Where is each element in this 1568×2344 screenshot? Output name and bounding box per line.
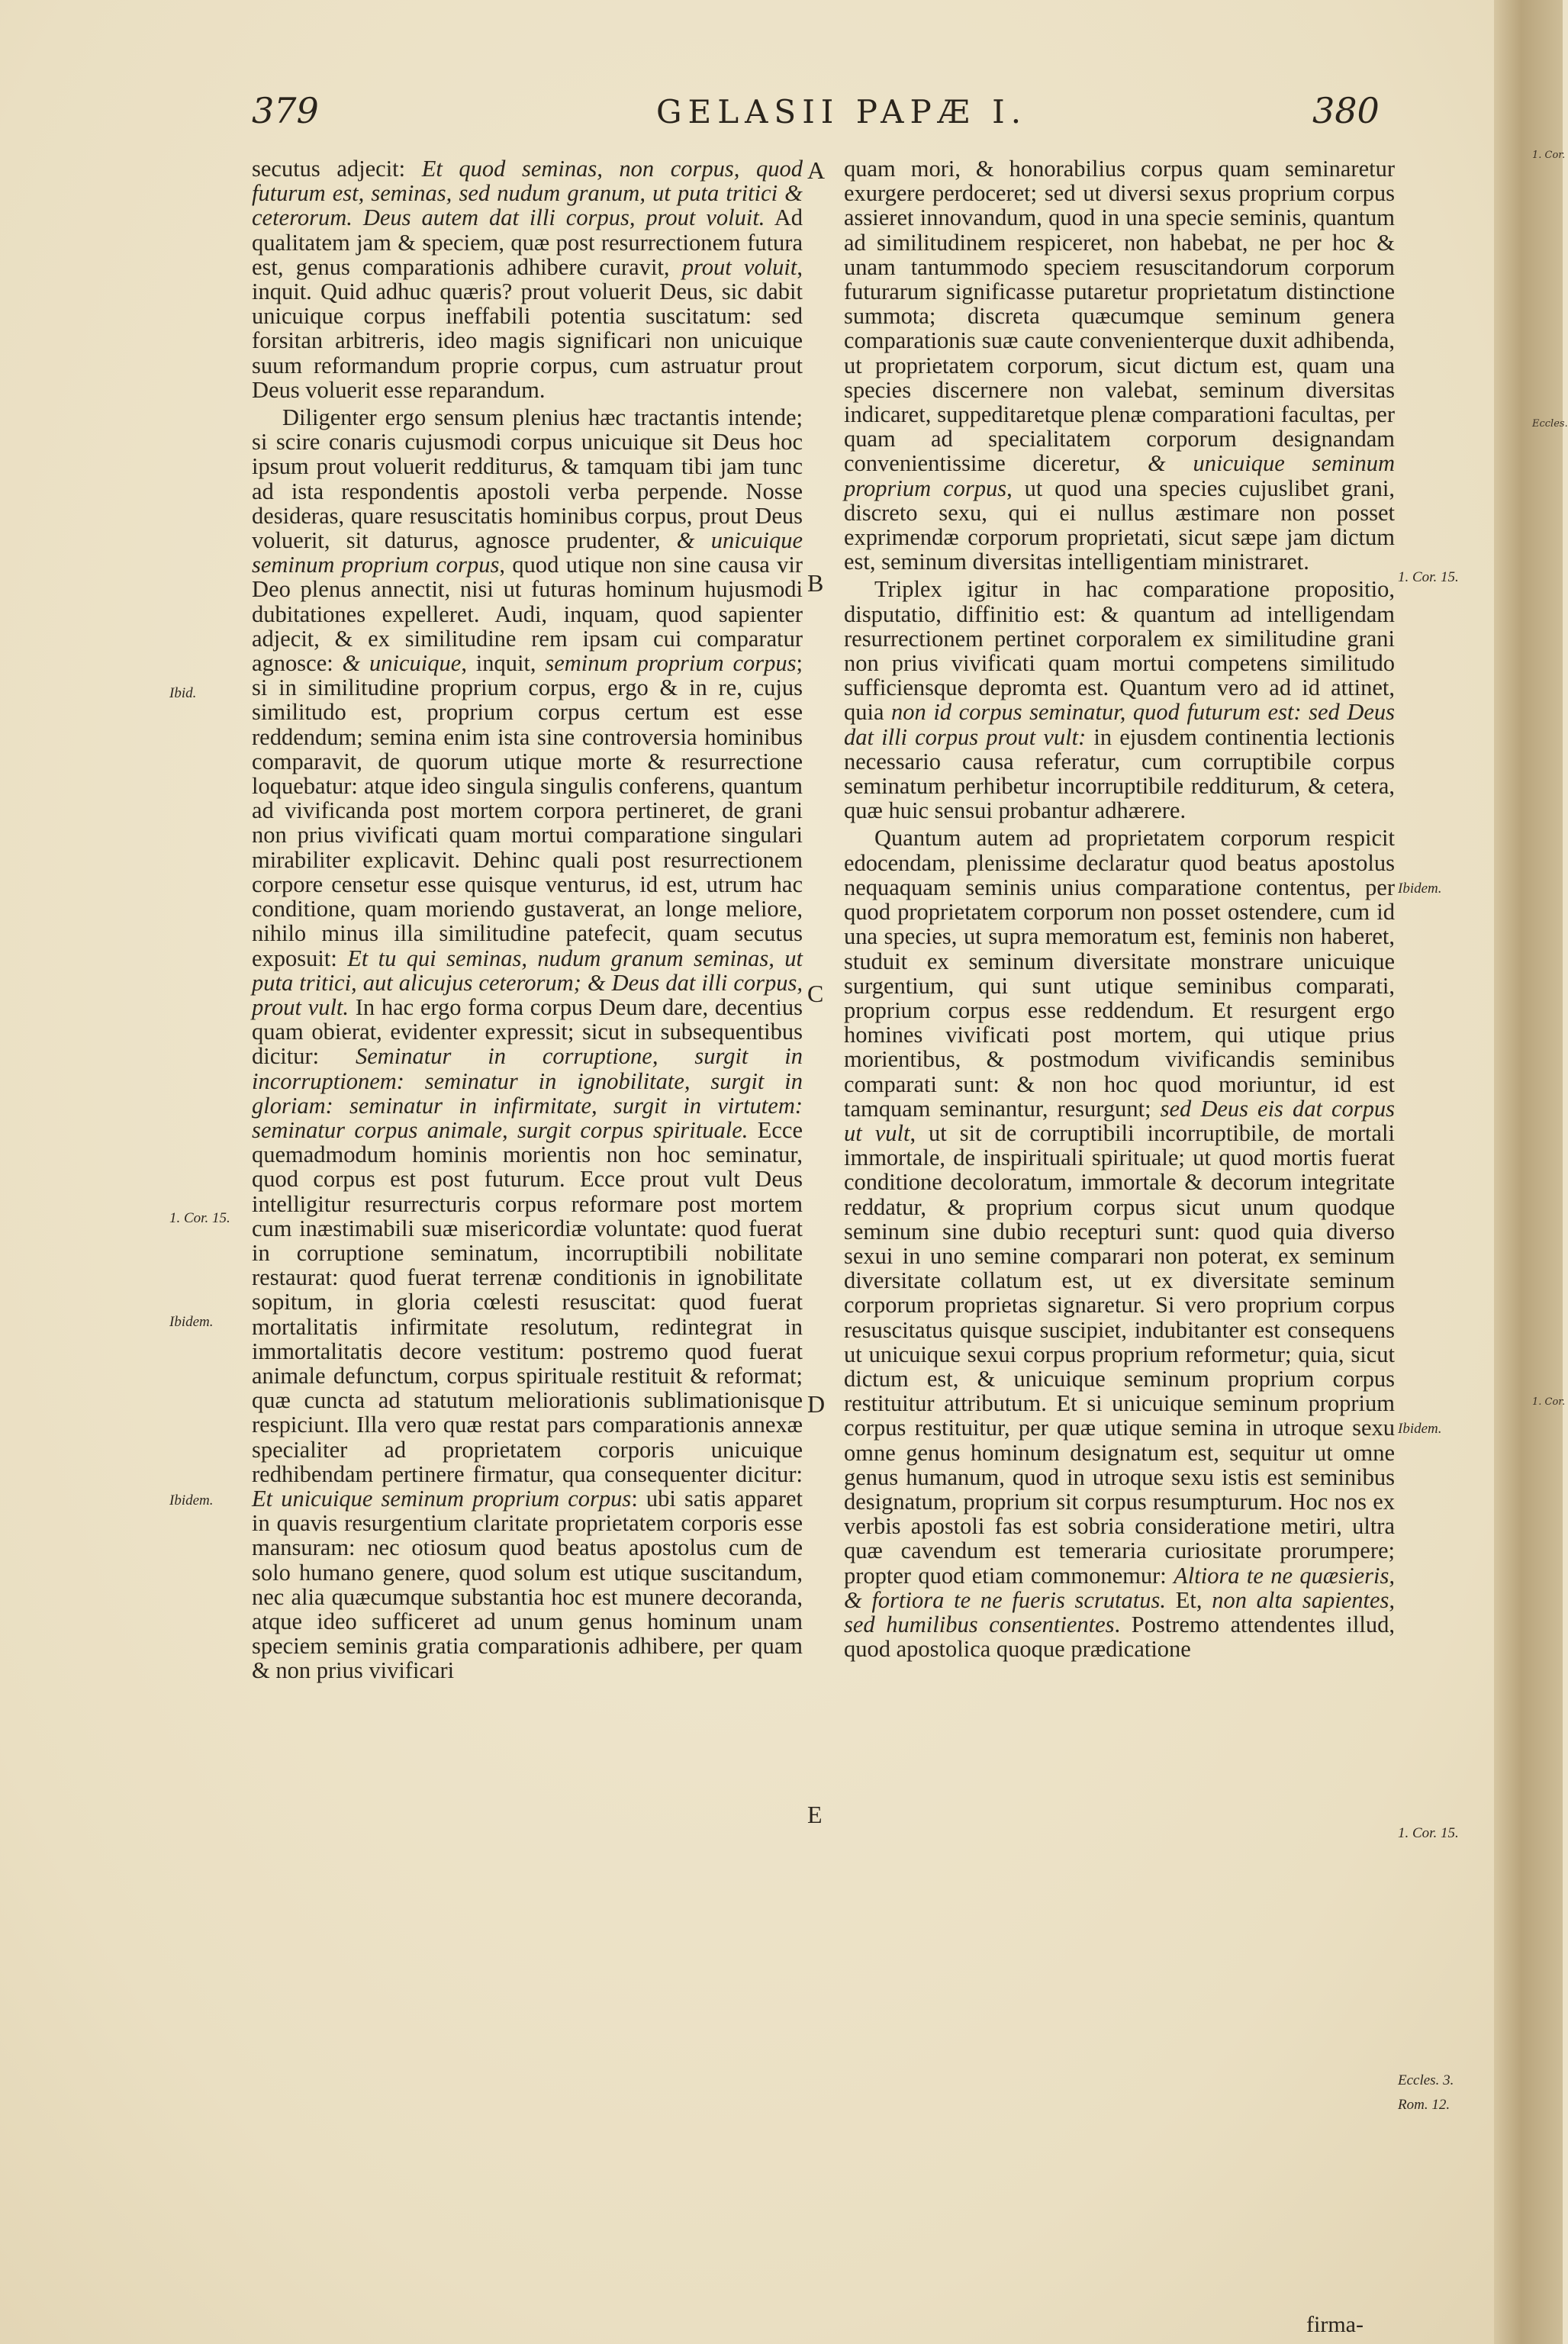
quoted-scripture: sed Deus eis dat corpus ut vult <box>844 1095 1395 1146</box>
text-run: Quantum autem ad proprietatem corporum respicit edocendam, plenissime declaratur quod beatus apostolus nequaquam seminis unius comparatione contentus, per quod proprietatem corporum non posset ostendere, cum id una species, ut supra memoratum est, feminis non haberet, studuit ex seminum diversitate monstrare unicuique surgentium, qui sunt utique seminibus comparati, proprium corpus esse reddendum. Et resurgent ergo homines vivificati post mortem, qui utique prius morientibus, & postmodum vivificandis seminibus comparati sunt: & non hoc quod moriuntur, id est tamquam seminantur, resurgunt; <box>844 825 1395 1122</box>
quoted-scripture: Seminatur in corruptione, surgit in incorruptionem: seminatur in ignobilitate, surgit in gloriam: seminatur in infirmitate, surgit in virtutem: seminatur corpus animale, surgit corpus spirituale. <box>252 1043 803 1143</box>
text-run: in ejusdem continentia lectionis necessario causa referatur, cum corruptibile corpus seminatum perhibetur incorruptibile redditurum, & cetera, quæ huic sensui probantur adhærere. <box>844 723 1395 824</box>
text-run: . Postremo attendentes illud, quod apostolica quoque prædicatione <box>844 1611 1395 1663</box>
quoted-scripture: Et unicuique seminum proprium corpus <box>252 1485 632 1512</box>
text-run: , inquit, <box>461 650 546 677</box>
right-text-column <box>844 156 1395 1664</box>
section-letter-c: C <box>807 980 824 1007</box>
text-paragraph <box>844 156 1395 574</box>
catchword: firma- <box>1306 2312 1364 2337</box>
margin-citation: Rom. 12. <box>1398 2097 1450 2113</box>
margin-citation: 1. Cor. 15. <box>1398 569 1459 585</box>
margin-citation: Eccles. 3. <box>1398 2072 1454 2088</box>
quoted-scripture: Et tu qui seminas, nudum granum seminas, ut puta tritici, aut alicujus ceterorum; & Deus dat illi corpus, prout vult. <box>252 945 803 1020</box>
text-paragraph <box>252 156 803 402</box>
left-text-column <box>252 156 803 1686</box>
spine-note: 1. Cor. <box>1532 1396 1566 1408</box>
section-letter-a: A <box>807 156 826 184</box>
quoted-scripture: & unicuique seminum proprium corpus <box>844 450 1395 501</box>
margin-citation: 1. Cor. 15. <box>1398 1825 1459 1841</box>
quoted-scripture: Altiora te ne quæsieris, & fortiora te ne fueris scrutatus. <box>844 1562 1395 1613</box>
text-run: Diligenter ergo sensum plenius hæc tractantis intende; si scire conaris cujusmodi corpus unicuique sit Deus hoc ipsum prout voluerit redditurus, & tamquam tibi jam tunc ad ista respondentis apostoli verba perpende. Nosse desideras, quare resuscitatis hominibus corpus, prout Deus voluerit, sit daturus, agnosce prudenter, <box>252 404 803 554</box>
text-run: Et, <box>1166 1586 1212 1613</box>
margin-citation: Ibidem. <box>169 1492 214 1508</box>
text-run: quam mori, & honorabilius corpus quam seminaretur exurgere perdoceret; sed ut diversi sexus proprium corpus assieret innovandum, quod in una specie seminis, quantum ad similitudinem respiceret, non habebat, ne per hoc & unam tantummodo speciem resuscitandorum corporum futurarum significasse putaretur proprietatum distinctione summota; discreta quæcumque seminum genera comparationis suæ caute convenienterque duxit adhibenda, ut proprietatem corporum, sicut dictum est, quam una species discernere non valebat, seminum diversitas indicaret, suppeditaretque plenæ comparationi facultas, per quam ad specialitatem corporum designandam convenientissime diceretur, <box>844 156 1395 477</box>
quoted-scripture: prout voluit <box>681 253 797 280</box>
margin-citation: Ibid. <box>169 685 197 701</box>
text-paragraph <box>844 577 1395 823</box>
text-run: , ut quod una species cujuslibet grani, discreto sexu, qui ei nullus æstimare non posset exprimendæ corporum proprietati, sicut sæpe jam dictum est, seminum diversitas intelligentiam ministraret. <box>844 475 1396 575</box>
next-page-edge <box>1494 0 1566 2344</box>
text-run: , ut sit de corruptibili incorruptibile, de mortali immortale, de inspirituali spirituale; ut quod mortis fuerat conditione decoloratum, immortale & decorum integritate reddatur, & proprium corpus sicut unum quodque seminum sine dubio recepturi sunt: quod quia diverso sexui in uno semine comparari non poterat, ex seminum diversitate collatum est, ut ex diversitate seminum corporum proprietas signaretur. Si vero proprium corpus resuscitatus quisque suscipiet, indubitanter est consequens ut unicuique sexui corpus proprium reformetur; quia, sicut dictum est, & unicuique seminum proprium corpus restituitur attributum. Et si unicuique seminum proprium corpus restituitur, per quæ utique semina in utroque sexu omne genus hominum designatum est, sequitur ut omne genus humanum, quod in utroque sexu istis est seminibus designatum, proprium sit corpus resumpturum. Hoc nos ex verbis apostoli fas est sobria consideratione metiri, ultra quæ cavendum est temeraria curiositate prorumpere; propter quod etiam commonemur: <box>844 1119 1395 1589</box>
text-run: : ubi satis apparet in quavis resurgentium claritate proprietatem corporis esse mansuram: nec otiosum quod beatus apostolus cum de solo humano genere, quod solum est utique suscitandum, nec alia quæcumque substantia hoc est munere decoranda, atque ideo sufficeret ad unum genus hominum unam speciem seminis gratia comparationis adhibere, per quam & non prius vivificari <box>252 1485 803 1684</box>
quoted-scripture: non id corpus seminatur, quod futurum est: sed Deus dat illi corpus prout vult: <box>844 699 1395 750</box>
section-letter-d: D <box>807 1390 826 1418</box>
spine-note: 1. Cor. <box>1532 150 1566 161</box>
text-paragraph <box>252 405 803 1683</box>
quoted-scripture: & unicuique seminum proprium corpus <box>252 527 803 578</box>
margin-citation: Ibidem. <box>1398 881 1442 897</box>
margin-citation: Ibidem. <box>1398 1421 1442 1437</box>
section-letter-b: B <box>807 569 824 597</box>
text-run: In hac ergo forma corpus Deum dare, decentius quam obierat, evidenter expressit; sicut in subsequentibus dicitur: <box>252 993 803 1070</box>
margin-citation: Ibidem. <box>169 1314 214 1330</box>
section-letter-e: E <box>807 1801 823 1828</box>
spine-note: Eccles. <box>1532 418 1568 430</box>
quoted-scripture: non alta sapientes, sed humilibus consentientes <box>844 1586 1395 1637</box>
text-run: , quod utique non sine causa vir Deo plenus annectit, nisi ut futuras hominum hujusmodi dubitationes expelleret. Audi, inquam, quod sapienter adjecit, & ex similitudine rem ipsam cui comparatur agnosce: <box>252 552 803 677</box>
text-run: ; si in similitudine proprium corpus, ergo & in re, cujus similitudo est, proprium corpus certum est esse reddendum; semina enim ista sine controversia hominibus comparavit, de quorum utique morte & resurrectione loquebatur: atque ideo singula singulis conferens, quantum ad vivificanda post mortem corpora pertineret, de grani non prius vivificati quam mortui comparatione singulari mirabiliter explicavit. Dehinc quali post resurrectionem corpore censetur esse quisque venturus, id est, utrum hac conditione, quam moriendo gustaverat, an longe meliore, nihilo minus illa similitudine patefecit, quam secutus exposuit: <box>252 650 803 971</box>
text-run: secutus adjecit: <box>252 156 422 182</box>
quoted-scripture: & unicuique <box>342 650 462 677</box>
text-run: Triplex igitur in hac comparatione propositio, disputatio, diffinitio est: & quantum ad intelligendam resurrectionem pertinet corporalem ex similitudine grani non prius vivificati quam mortui competens similitudo sufficiensque depromta est. Quantum vero ad id attinet, quia <box>844 576 1395 726</box>
right-page-number: 380 <box>1312 90 1380 131</box>
page-header <box>252 90 1473 143</box>
quoted-scripture: seminum proprium corpus <box>545 650 797 677</box>
text-run: , inquit. Quid adhuc quæris? prout voluerit Deus, sic dabit unicuique corpus ineffabili potentia suscitatum: sed forsitan arbitreris, ideo magis significari non unicuique suum reformandum proprie corpus, cum astruatur prout Deus voluerit esse reparandum. <box>252 253 803 403</box>
running-title: GELASII PAPÆ I. <box>656 93 1028 130</box>
margin-citation: 1. Cor. 15. <box>169 1210 230 1226</box>
quoted-scripture: Et quod seminas, non corpus, quod futurum est, seminas, sed nudum granum, ut puta tritici & ceterorum. Deus autem dat illi corpus, prout voluit. <box>252 156 803 231</box>
left-page-number: 379 <box>252 90 319 131</box>
text-paragraph <box>844 826 1395 1661</box>
text-run: Ad qualitatem jam & speciem, quæ post resurrectionem futura est, genus comparationis adhibere curavit, <box>252 204 803 280</box>
text-run: Ecce quemadmodum hominis morientis non hoc seminatur, quod corpus est post futurum. Ecce prout vult Deus intelligitur resurrecturis corpus reformare post mortem cum inæstimabili suæ misericordiæ voluntate: quod fuerat in corruptione seminatum, incorruptibili nobilitate restaurat: quod fuerat terrenæ conditionis in ignobilitate sopitum, in gloria cœlesti resuscitat: quod fuerat mortalitatis infirmitate resolutum, redintegrat in immortalitatis decore vestitum: postremo quod fuerat animale defunctum, corpus spirituale restituit & reformat; quæ cuncta ad statutum meliorationis sublimationisque respiciunt. Illa vero quæ restat pars comparationis annexæ specialiter ad proprietatem corporis unicuique redhibendam pertinere firmatur, qua consequenter dicitur: <box>252 1116 803 1487</box>
